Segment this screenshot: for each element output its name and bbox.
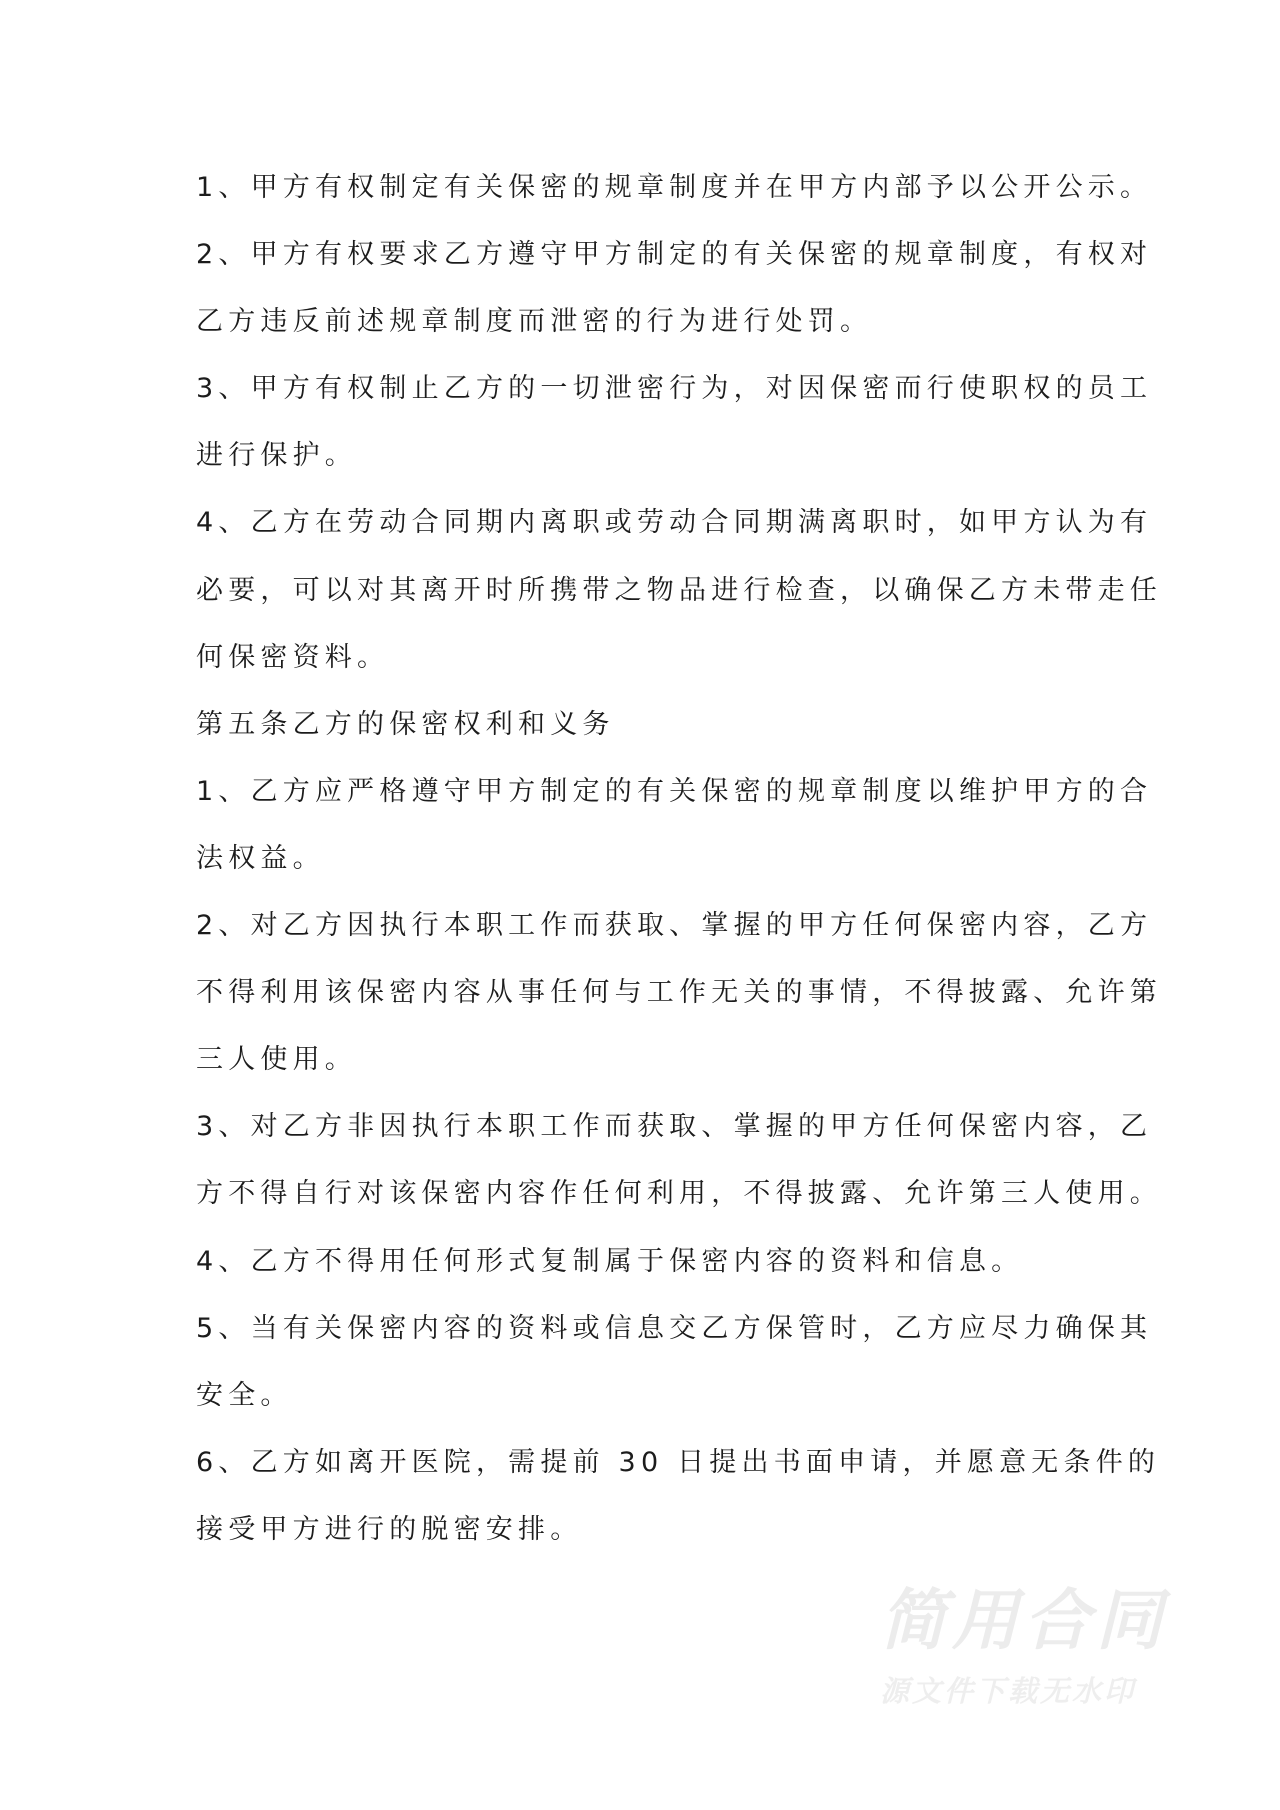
watermark-title: 简用合同 [880, 1582, 1168, 1659]
clause-line: 乙方违反前述规章制度而泄密的行为进行处罚。 [196, 306, 873, 338]
section-heading: 第五条乙方的保密权利和义务 [196, 708, 615, 740]
clause-line: 何保密资料。 [196, 641, 390, 673]
clause-line: 安全。 [196, 1379, 293, 1411]
clause-line: 3、对乙方非因执行本职工作而获取、掌握的甲方任何保密内容，乙 [196, 1111, 1153, 1143]
clause-line: 三人使用。 [196, 1044, 357, 1076]
clause-line: 方不得自行对该保密内容作任何利用，不得披露、允许第三人使用。 [196, 1178, 1162, 1210]
watermark [880, 1582, 1190, 1711]
clause-line: 1、乙方应严格遵守甲方制定的有关保密的规章制度以维护甲方的合 [196, 775, 1153, 807]
clause-line: 必要，可以对其离开时所携带之物品进行检查，以确保乙方未带走任 [196, 574, 1162, 606]
clause-line: 5、当有关保密内容的资料或信息交乙方保管时，乙方应尽力确保其 [196, 1312, 1153, 1344]
clause-line: 法权益。 [196, 842, 325, 874]
clause-line: 1、甲方有权制定有关保密的规章制度并在甲方内部予以公开公示。 [196, 172, 1153, 203]
watermark-subtitle: 源文件下载无水印 [880, 1674, 1137, 1708]
clause-line: 接受甲方进行的脱密安排。 [196, 1513, 583, 1545]
clause-line: 4、乙方不得用任何形式复制属于保密内容的资料和信息。 [196, 1245, 1024, 1277]
clause-line: 6、乙方如离开医院，需提前 30 日提出书面申请，并愿意无条件的 [196, 1446, 1161, 1478]
clause-line: 4、乙方在劳动合同期内离职或劳动合同期满离职时，如甲方认为有 [196, 507, 1153, 539]
clause-line: 不得利用该保密内容从事任何与工作无关的事情，不得披露、允许第 [196, 977, 1162, 1009]
clause-line: 2、甲方有权要求乙方遵守甲方制定的有关保密的规章制度，有权对 [196, 239, 1153, 271]
clause-line: 3、甲方有权制止乙方的一切泄密行为，对因保密而行使职权的员工 [196, 373, 1153, 405]
document-body [196, 154, 1162, 1563]
clause-line: 2、对乙方因执行本职工作而获取、掌握的甲方任何保密内容，乙方 [196, 910, 1153, 942]
clause-line: 进行保护。 [196, 440, 357, 472]
